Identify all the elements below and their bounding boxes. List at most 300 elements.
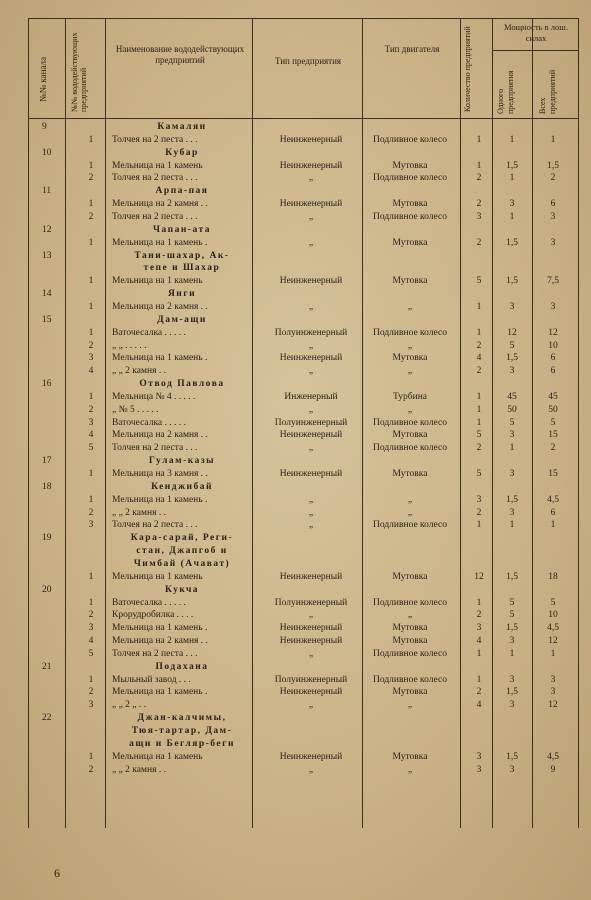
enterprise-quantity: 1	[476, 391, 482, 402]
enterprise-quantity: 1	[476, 520, 482, 531]
engine-type: „	[407, 366, 413, 377]
power-all: 5	[550, 597, 556, 608]
canal-name: Тани-шахар, Ак-	[134, 250, 230, 261]
enterprise-quantity: 2	[476, 610, 482, 621]
canal-heading-row	[0, 315, 591, 326]
enterprise-quantity: 1	[476, 674, 482, 685]
enterprise-type: „	[308, 366, 314, 377]
power-all: 4,5	[547, 751, 559, 762]
enterprise-quantity: 2	[476, 366, 482, 377]
power-all: 3	[550, 237, 556, 248]
table-row	[0, 700, 591, 711]
enterprise-quantity: 2	[476, 443, 482, 454]
power-one: 1	[509, 211, 515, 222]
table-row	[0, 675, 591, 686]
enterprise-type: „	[308, 507, 314, 518]
enterprise-quantity: 3	[476, 623, 482, 634]
power-all: 45	[548, 391, 558, 402]
enterprise-type: „	[308, 700, 314, 711]
power-one: 1,5	[506, 751, 518, 762]
table-row	[0, 623, 591, 634]
enterprise-number: 2	[88, 340, 94, 351]
enterprise-quantity: 5	[476, 469, 482, 479]
enterprise-number: 1	[88, 751, 94, 762]
enterprise-name: Мельница на 1 камень .	[112, 687, 208, 698]
engine-type: Подливное колесо	[373, 211, 447, 222]
enterprise-type: „	[308, 211, 314, 222]
power-all: 12	[548, 327, 558, 338]
engine-type: Мутовка	[392, 571, 428, 582]
power-one: 1,5	[506, 237, 518, 248]
enterprise-name: Толчея на 2 песта . . .	[112, 173, 198, 184]
canal-name: ащи и Бегляр-беги	[129, 738, 235, 749]
enterprise-quantity: 3	[476, 764, 482, 775]
enterprise-name: Мельница на 1 камень	[112, 751, 203, 762]
engine-type: Турбина	[392, 391, 428, 402]
power-one: 3	[509, 674, 515, 685]
power-all: 4,5	[547, 494, 559, 505]
enterprise-type: Полуинженерный	[274, 417, 348, 428]
canal-heading-row	[0, 559, 591, 570]
canal-name: тепе и Шахар	[143, 263, 221, 274]
power-all: 15	[548, 469, 558, 479]
enterprise-name: „ „ 2 камня . .	[112, 764, 166, 775]
header-power-all: Всех предприятий	[538, 69, 557, 114]
enterprise-number: 2	[88, 211, 94, 222]
header-quantity: Количество предприятий	[463, 26, 472, 112]
power-one: 5	[509, 340, 515, 351]
engine-type: Мутовка	[392, 469, 428, 479]
enterprise-quantity: 4	[476, 636, 482, 646]
table-row	[0, 173, 591, 184]
enterprise-name: Толчея на 2 песта . . .	[112, 211, 198, 222]
canal-name: Джан-калчимы,	[137, 713, 227, 724]
table-row	[0, 508, 591, 519]
engine-type: Мутовка	[392, 160, 428, 171]
enterprise-number: 5	[88, 443, 94, 454]
power-one: 1,5	[506, 494, 518, 505]
power-all: 3	[550, 674, 556, 685]
power-one: 12	[507, 327, 517, 338]
table-row	[0, 135, 591, 146]
enterprise-type: Неинженерный	[279, 160, 343, 171]
power-one: 3	[509, 366, 515, 377]
engine-type: Подливное колесо	[373, 597, 447, 608]
power-all: 10	[548, 340, 558, 351]
power-one: 1	[509, 134, 515, 145]
table-row	[0, 765, 591, 776]
canal-heading-row	[0, 379, 591, 390]
enterprise-name: Толчея на 2 песта . . .	[112, 520, 198, 531]
canal-number: 18	[42, 481, 52, 492]
canal-heading-row	[0, 726, 591, 737]
enterprise-name: Мельница на 3 камня . .	[112, 469, 208, 479]
canal-name: Дам-ащи	[157, 314, 207, 325]
engine-type: „	[407, 764, 413, 775]
enterprise-quantity: 2	[476, 237, 482, 248]
canal-number: 14	[42, 289, 52, 300]
power-all: 4,5	[547, 623, 559, 634]
enterprise-type: „	[308, 301, 314, 312]
header-power-one: Одного предприятия	[496, 70, 515, 114]
table-row	[0, 161, 591, 172]
enterprise-name: „ „ . . . . .	[112, 340, 147, 351]
enterprise-type: Неинженерный	[279, 353, 343, 364]
power-one: 3	[509, 700, 515, 711]
enterprise-number: 3	[88, 623, 94, 634]
enterprise-number: 1	[88, 237, 94, 248]
table-row	[0, 610, 591, 621]
header-power: Мощность в лош. силах	[504, 22, 568, 43]
canal-heading-row	[0, 713, 591, 724]
header-canal-number: №№ канала	[38, 56, 48, 102]
canal-number: 20	[42, 584, 52, 595]
canal-number: 12	[42, 224, 52, 235]
table-row	[0, 520, 591, 531]
table-row	[0, 572, 591, 583]
enterprise-name: Ваточесалка . . . . .	[112, 327, 186, 338]
engine-type: „	[407, 404, 413, 415]
canal-heading-row	[0, 263, 591, 274]
header-enterprise-number: №№ вододействующих предприятий	[70, 32, 88, 112]
canal-name: Кенджибай	[151, 481, 213, 492]
table-row	[0, 469, 591, 480]
engine-type: Мутовка	[392, 430, 428, 441]
power-all: 6	[550, 366, 556, 377]
enterprise-type: „	[308, 494, 314, 505]
enterprise-number: 1	[88, 134, 94, 145]
enterprise-type: Неинженерный	[279, 199, 343, 210]
engine-type: „	[407, 340, 413, 351]
enterprise-name: Толчея на 2 песта . . .	[112, 443, 198, 454]
enterprise-type: „	[308, 237, 314, 248]
table-row	[0, 341, 591, 352]
enterprise-name: Мельница на 2 камня . .	[112, 301, 208, 312]
enterprise-quantity: 4	[476, 700, 482, 711]
power-one: 1	[509, 173, 515, 184]
engine-type: Мутовка	[392, 636, 428, 646]
enterprise-name: Мельница на 1 камень .	[112, 494, 208, 505]
power-all: 6	[550, 353, 556, 364]
engine-type: Подливное колесо	[373, 520, 447, 531]
canal-heading-row	[0, 251, 591, 262]
power-one: 3	[509, 430, 515, 441]
enterprise-number: 1	[88, 160, 94, 171]
power-all: 2	[550, 173, 556, 184]
enterprise-name: Крорудробилка . . . .	[112, 610, 194, 621]
enterprise-quantity: 1	[476, 597, 482, 608]
power-all: 1	[550, 648, 556, 659]
canal-heading-row	[0, 546, 591, 557]
table-row	[0, 430, 591, 441]
power-all: 3	[550, 301, 556, 312]
canal-heading-row	[0, 482, 591, 493]
power-one: 3	[509, 636, 515, 646]
engine-type: Мутовка	[392, 237, 428, 248]
canal-name: Чимбай (Ачават)	[133, 558, 231, 569]
enterprise-number: 2	[88, 173, 94, 184]
enterprise-name: Мельница на 2 камня . .	[112, 430, 208, 441]
power-all: 3	[550, 687, 556, 698]
enterprise-name: Мельница на 1 камень .	[112, 623, 208, 634]
canal-name: Кара-сарай, Реги-	[130, 533, 234, 544]
table-row	[0, 598, 591, 609]
table-row	[0, 302, 591, 313]
power-one: 1,5	[506, 353, 518, 364]
table-row	[0, 636, 591, 647]
enterprise-type: Неинженерный	[279, 571, 343, 582]
enterprise-number: 5	[88, 648, 94, 659]
engine-type: Подливное колесо	[373, 134, 447, 145]
enterprise-name: Мельница на 2 камня . .	[112, 636, 208, 646]
enterprise-name: „ „ 2 камня . .	[112, 366, 166, 377]
enterprise-number: 2	[88, 404, 94, 415]
table-row	[0, 418, 591, 429]
engine-type: „	[407, 700, 413, 711]
canal-heading-row	[0, 186, 591, 197]
enterprise-number: 1	[88, 301, 94, 312]
power-all: 5	[550, 417, 556, 428]
enterprise-number: 2	[88, 610, 94, 621]
power-all: 50	[548, 404, 558, 415]
canal-heading-row	[0, 585, 591, 596]
power-all: 1	[550, 134, 556, 145]
canal-heading-row	[0, 456, 591, 467]
enterprise-quantity: 1	[476, 301, 482, 312]
table-row	[0, 199, 591, 210]
power-one: 3	[509, 507, 515, 518]
enterprise-type: „	[308, 610, 314, 621]
power-all: 6	[550, 507, 556, 518]
enterprise-quantity: 2	[476, 507, 482, 518]
enterprise-type: Неинженерный	[279, 276, 343, 287]
enterprise-type: Неинженерный	[279, 687, 343, 698]
enterprise-type: Неинженерный	[279, 751, 343, 762]
enterprise-quantity: 2	[476, 687, 482, 698]
enterprise-name: Мельница № 4 . . . . .	[112, 391, 196, 402]
enterprise-type: „	[308, 404, 314, 415]
enterprise-quantity: 3	[476, 211, 482, 222]
engine-type: „	[407, 494, 413, 505]
canal-heading-row	[0, 225, 591, 236]
enterprise-number: 3	[88, 700, 94, 711]
canal-number: 10	[42, 147, 52, 158]
enterprise-name: „ № 5 . . . . .	[112, 404, 159, 415]
enterprise-number: 1	[88, 199, 94, 210]
table-row	[0, 353, 591, 364]
power-one: 1,5	[506, 623, 518, 634]
canal-name: Гулам-казы	[148, 456, 216, 467]
engine-type: Мутовка	[392, 751, 428, 762]
enterprise-number: 4	[88, 366, 94, 377]
table-row	[0, 238, 591, 249]
enterprise-quantity: 5	[476, 276, 482, 287]
power-one: 5	[509, 417, 515, 428]
canal-name: стан, Джапгоб и	[136, 546, 228, 557]
power-one: 45	[507, 391, 517, 402]
power-one: 1	[509, 648, 515, 659]
canal-name: Янги	[167, 289, 197, 300]
enterprise-number: 1	[88, 469, 94, 479]
page-number: 6	[54, 866, 60, 880]
enterprise-name: Мыльный завод . . .	[112, 674, 191, 685]
power-one: 1,5	[506, 571, 518, 582]
canal-name: Чапан-ата	[153, 224, 211, 235]
enterprise-number: 1	[88, 391, 94, 402]
canal-name: Подахана	[155, 661, 209, 672]
enterprise-number: 1	[88, 494, 94, 505]
enterprise-quantity: 2	[476, 199, 482, 210]
enterprise-number: 2	[88, 507, 94, 518]
enterprise-quantity: 3	[476, 494, 482, 505]
enterprise-type: „	[308, 648, 314, 659]
table-row	[0, 405, 591, 416]
enterprise-type: Неинженерный	[279, 134, 343, 145]
enterprise-number: 4	[88, 430, 94, 441]
enterprise-quantity: 2	[476, 340, 482, 351]
table-row	[0, 443, 591, 454]
engine-type: Подливное колесо	[373, 173, 447, 184]
canal-heading-row	[0, 289, 591, 300]
power-all: 2	[550, 443, 556, 454]
power-all: 9	[550, 764, 556, 775]
power-one: 1,5	[506, 276, 518, 287]
table-row	[0, 649, 591, 660]
enterprise-quantity: 3	[476, 751, 482, 762]
enterprise-type: „	[308, 340, 314, 351]
canal-number: 17	[42, 456, 52, 467]
enterprise-name: Мельница на 1 камень	[112, 160, 203, 171]
power-all: 3	[550, 211, 556, 222]
canal-heading-row	[0, 739, 591, 750]
enterprise-type: Неинженерный	[279, 430, 343, 441]
enterprise-type: „	[308, 764, 314, 775]
table-row	[0, 687, 591, 698]
power-one: 1	[509, 443, 515, 454]
enterprise-number: 2	[88, 687, 94, 698]
canal-number: 11	[42, 186, 52, 197]
enterprise-type: Неинженерный	[279, 469, 343, 479]
canal-number: 16	[42, 379, 52, 389]
enterprise-name: Мельница на 1 камень .	[112, 353, 208, 364]
power-subheader-rule	[492, 50, 578, 51]
enterprise-number: 3	[88, 353, 94, 364]
engine-type: „	[407, 301, 413, 312]
enterprise-quantity: 1	[476, 648, 482, 659]
power-one: 3	[509, 764, 515, 775]
enterprise-number: 3	[88, 520, 94, 531]
canal-name: Кукча	[164, 584, 200, 595]
power-one: 5	[509, 610, 515, 621]
enterprise-quantity: 1	[476, 404, 482, 415]
power-all: 12	[548, 636, 558, 646]
engine-type: „	[407, 507, 413, 518]
engine-type: Подливное колесо	[373, 417, 447, 428]
power-one: 1,5	[506, 687, 518, 698]
enterprise-quantity: 1	[476, 327, 482, 338]
enterprise-quantity: 12	[474, 571, 484, 582]
engine-type: Мутовка	[392, 276, 428, 287]
enterprise-name: Мельница на 1 камень	[112, 571, 203, 582]
enterprise-type: „	[308, 173, 314, 184]
enterprise-number: 4	[88, 636, 94, 646]
enterprise-number: 1	[88, 276, 94, 287]
power-one: 1	[509, 520, 515, 531]
enterprise-name: Ваточесалка . . . . .	[112, 597, 186, 608]
enterprise-name: Толчея на 2 песта . . .	[112, 648, 198, 659]
enterprise-quantity: 1	[476, 160, 482, 171]
table-row	[0, 328, 591, 339]
enterprise-type: „	[308, 520, 314, 531]
enterprise-type: Полуинженерный	[274, 674, 348, 685]
enterprise-name: Толчея на 2 песта . . .	[112, 134, 198, 145]
canal-name: Тюя-тартар, Дам-	[131, 726, 233, 736]
enterprise-name: Мельница на 1 камень .	[112, 237, 208, 248]
table-row	[0, 366, 591, 377]
enterprise-quantity: 1	[476, 417, 482, 428]
header-engine-type: Тип двигателя	[384, 44, 440, 54]
engine-type: Подливное колесо	[373, 327, 447, 338]
canal-number: 9	[42, 122, 47, 132]
power-one: 5	[509, 597, 515, 608]
enterprise-type: Неинженерный	[279, 636, 343, 646]
power-one: 3	[509, 469, 515, 479]
enterprise-number: 1	[88, 327, 94, 338]
enterprise-type: Неинженерный	[279, 623, 343, 634]
table-row	[0, 495, 591, 506]
engine-type: „	[407, 610, 413, 621]
engine-type: Мутовка	[392, 623, 428, 634]
enterprise-name: Ваточесалка . . . . .	[112, 417, 186, 428]
canal-name: Камалян	[157, 122, 207, 132]
engine-type: Подливное колесо	[373, 443, 447, 454]
power-all: 18	[548, 571, 558, 582]
power-all: 6	[550, 199, 556, 210]
canal-number: 19	[42, 533, 52, 544]
enterprise-type: „	[308, 443, 314, 454]
enterprise-number: 2	[88, 764, 94, 775]
enterprise-number: 1	[88, 674, 94, 685]
enterprise-name: Мельница на 1 камень	[112, 276, 203, 287]
header-enterprise-type: Тип предприятия	[274, 56, 342, 66]
power-all: 7,5	[547, 276, 559, 287]
enterprise-name: Мельница на 2 камня . .	[112, 199, 208, 210]
engine-type: Подливное колесо	[373, 674, 447, 685]
canal-name: Кубар	[165, 147, 199, 158]
table-row	[0, 392, 591, 403]
power-one: 1,5	[506, 160, 518, 171]
enterprise-type: Полуинженерный	[274, 327, 348, 338]
enterprise-quantity: 4	[476, 353, 482, 364]
header-enterprise-name: Наименование вододействующих предприятий	[115, 44, 245, 65]
canal-heading-row	[0, 148, 591, 159]
enterprise-type: Полуинженерный	[274, 597, 348, 608]
enterprise-quantity: 5	[476, 430, 482, 441]
canal-heading-row	[0, 662, 591, 673]
enterprise-type: Инженерный	[284, 391, 338, 402]
canal-number: 21	[42, 661, 52, 672]
enterprise-name: „ „ 2 камня . .	[112, 507, 166, 518]
engine-type: Мутовка	[392, 687, 428, 698]
canal-heading-row	[0, 533, 591, 544]
engine-type: Мутовка	[392, 353, 428, 364]
enterprise-number: 3	[88, 417, 94, 428]
power-all: 10	[548, 610, 558, 621]
power-all: 1	[550, 520, 556, 531]
power-all: 1,5	[547, 160, 559, 171]
power-all: 15	[548, 430, 558, 441]
table-top-rule	[28, 18, 578, 19]
